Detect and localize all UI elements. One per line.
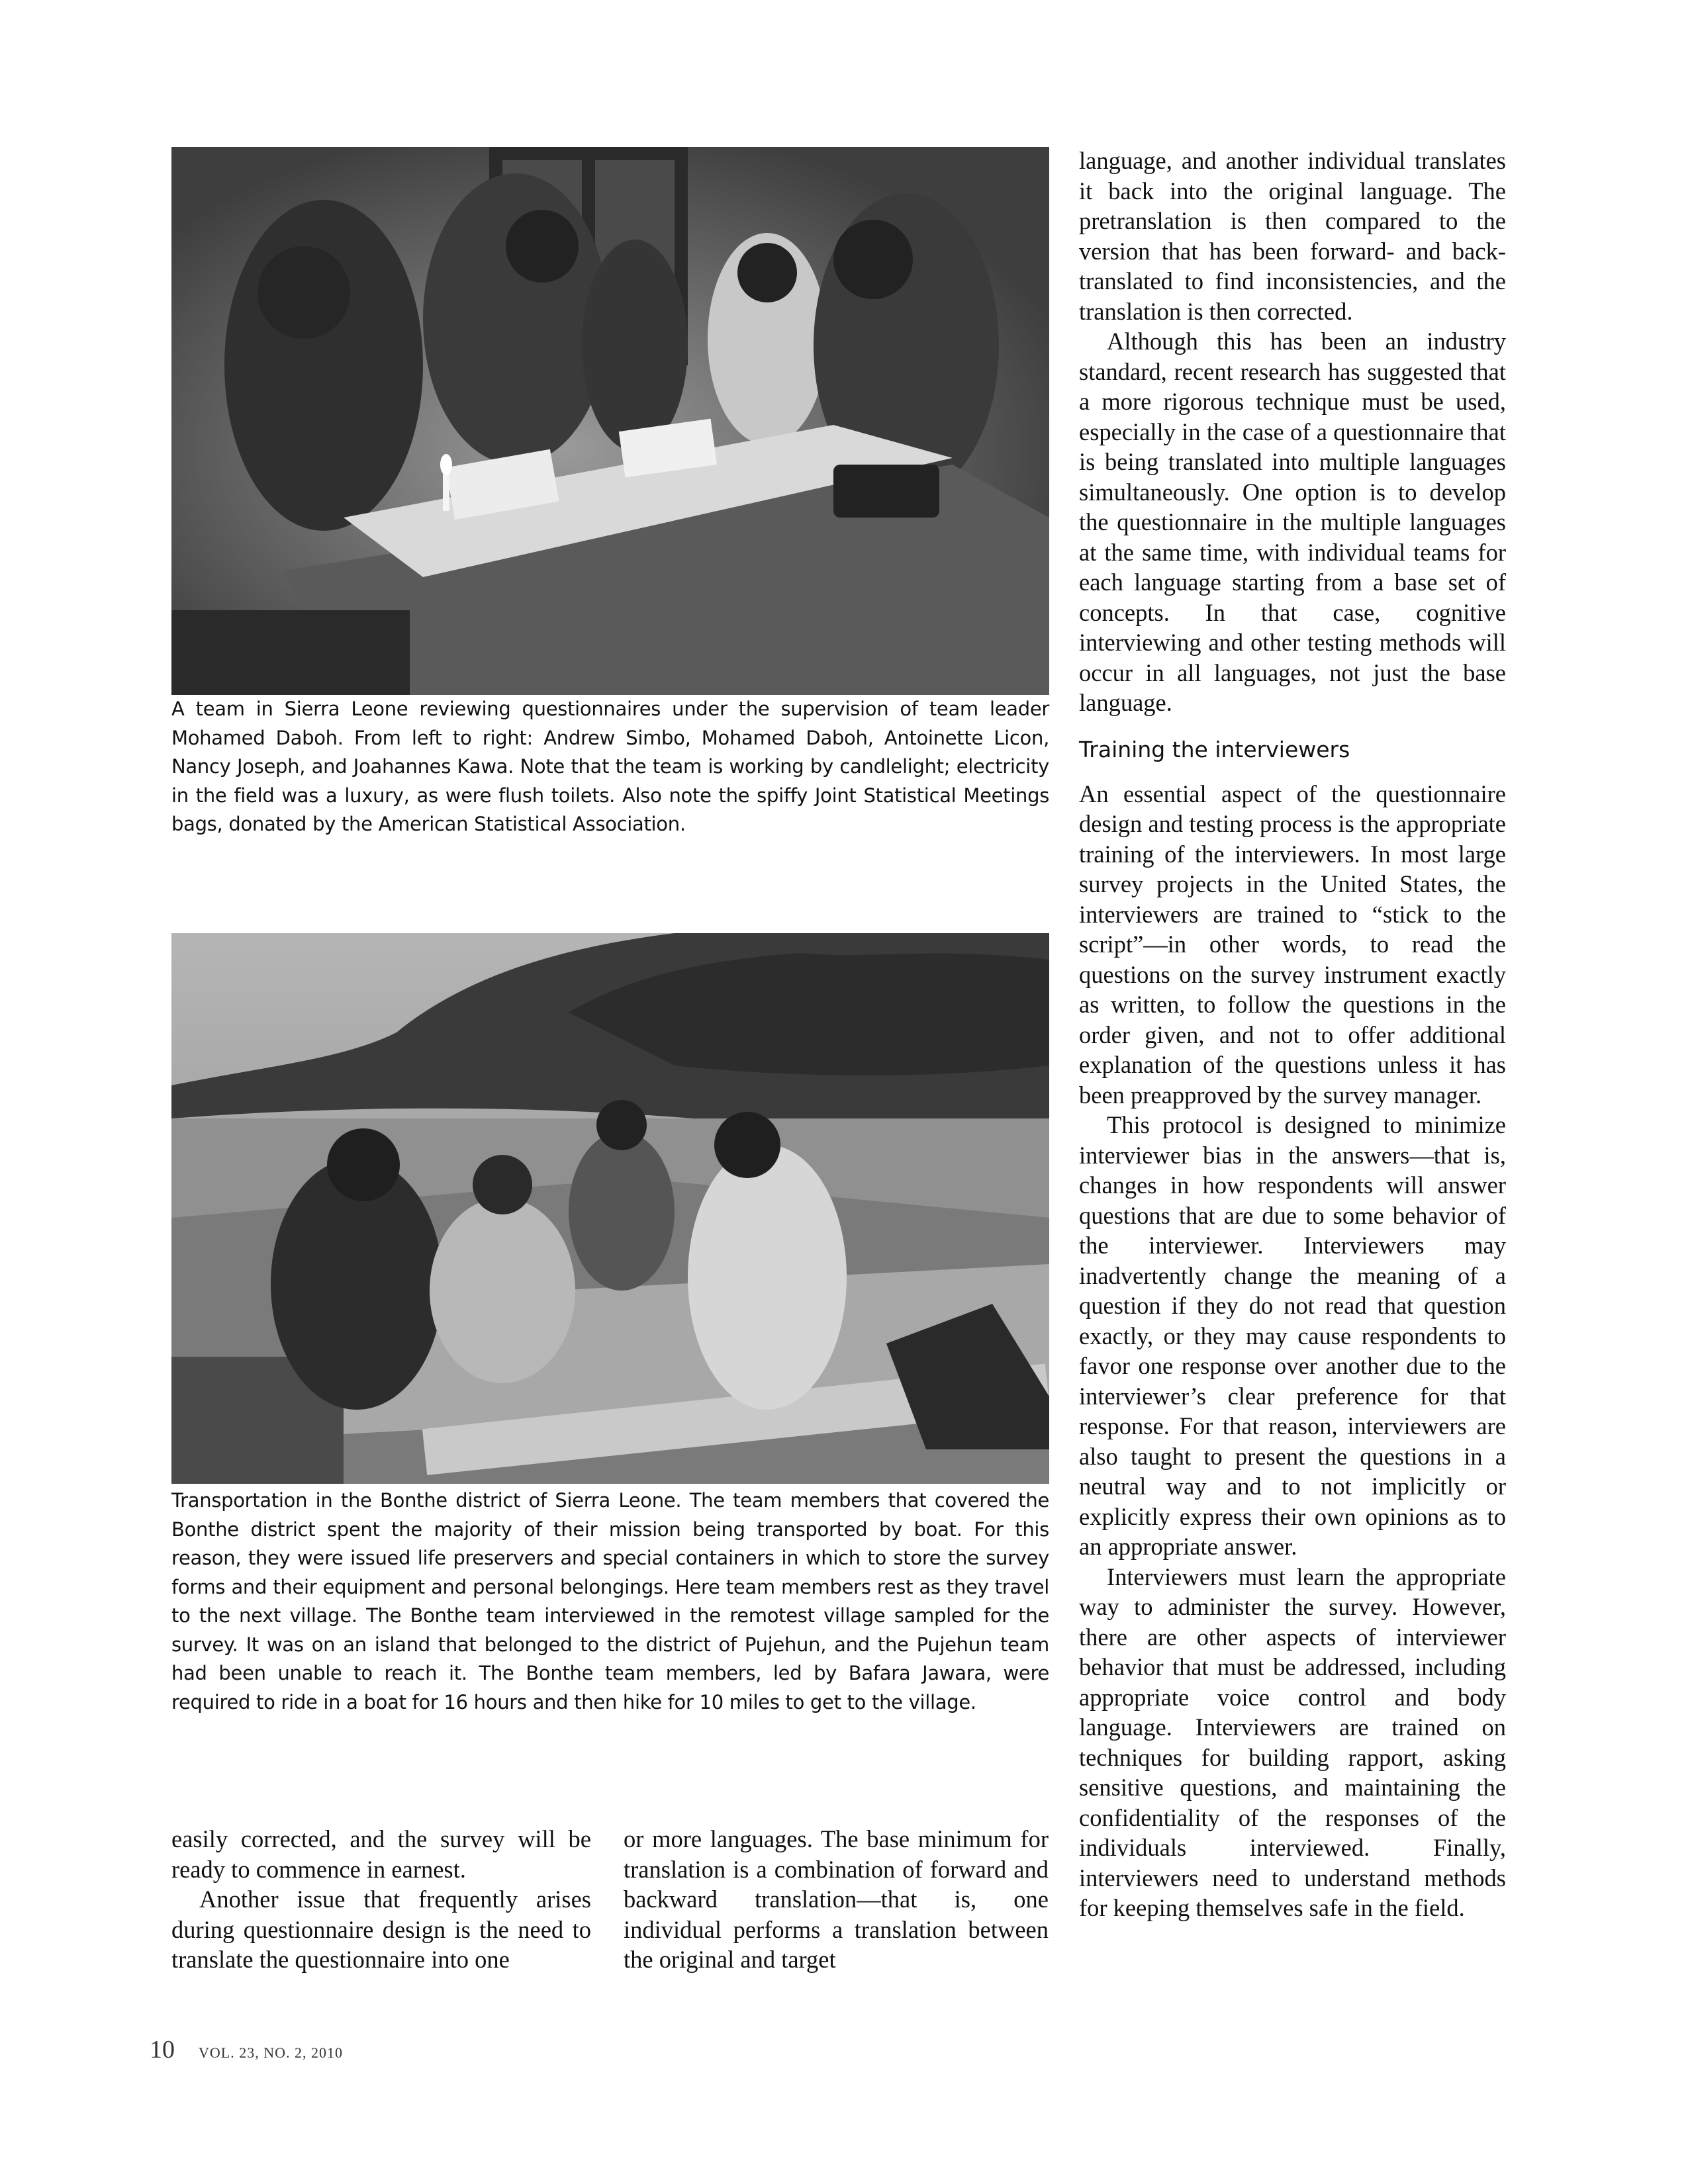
right-paragraph-4: This protocol is designed to minimize interviewer bias in the answers—that is, changes in how respondents will answer questions that are due to some behavior of the interviewer. Interviewers may inadvertently change the meaning of a question if they do not read that question exactly, or they may cause respondents to favor one response over another due to the interviewer’s clear preference for that response. For that reason, interviewers are also taught to present the questions in a neutral way and to not implicitly or explicitly express their own opinions as to an appropriate answer. [1079, 1111, 1506, 1560]
team-photo-caption: A team in Sierra Leone reviewing questionnaires under the supervision of team leader Mohamed Daboh. From left to right: Andrew Simbo, Mohamed Daboh, Antoinette Licon, Nancy Joseph, and Joahannes Kawa. Note that the team is working by candlelight; electricity in the field was a luxury, as were flush toilets. Also note the spiffy Joint Statistical Meetings bags, donated by the American Statistical Association. [171, 698, 1049, 835]
middle-paragraph-1: or more languages. The base minimum for translation is a combination of forward and backward translation—that is, one individual performs a translation between the original and target [624, 1825, 1049, 1973]
left-paragraph-1: easily corrected, and the survey will be ready to commence in earnest. [171, 1825, 591, 1883]
boat-photo-caption: Transportation in the Bonthe district of Sierra Leone. The team members that covered the Bonthe district spent the majority of their mission being transported by boat. For this reason, they were issued life preservers and special containers in which to store the survey forms and their equipment and personal belongings. Here team members rest as they travel to the next village. The Bonthe team interviewed in the remotest village sampled for the survey. It was on an island that belonged to the district of Pujehun, and the Pujehun team had been unable to reach it. The Bonthe team members, led by Bafara Jawara, were required to ride in a boat for 16 hours and then hike for 10 miles to get to the village. [171, 1489, 1049, 1713]
page-number: 10 [150, 2036, 175, 2064]
left-paragraph-2: Another issue that frequently arises during questionnaire design is the need to translate the questionnaire into one [171, 1886, 591, 1973]
right-column [1079, 146, 1506, 1923]
right-paragraph-1: language, and another individual translates it back into the original language. The pretranslation is then compared to the version that has been forward- and back-translated to find inconsistencies, and the translation is then corrected. [1079, 147, 1506, 325]
right-paragraph-2: Although this has been an industry standard, recent research has suggested that a more rigorous technique must be used, especially in the case of a questionnaire that is being translated into multiple languages simultaneously. One option is to develop the questionnaire in the multiple languages at the same time, with individual teams for each language starting from a base set of concepts. In that case, cognitive interviewing and other testing methods will occur in all languages, not just the base language. [1079, 328, 1506, 716]
boat-photo-image [171, 933, 1049, 1484]
section-heading: Training the interviewers [1079, 736, 1350, 762]
team-photo [171, 147, 1049, 695]
team-photo-image [171, 147, 1049, 695]
volume-info: VOL. 23, NO. 2, 2010 [199, 2044, 343, 2061]
page-footer [150, 2035, 343, 2064]
left-column [171, 1824, 591, 1975]
right-paragraph-3: An essential aspect of the questionnaire design and testing process is the appropriate training of the interviewers. In most large survey projects in the United States, the interviewers are trained to “stick to the script”—in other words, to read the questions on the survey instrument exactly as written, to follow the questions in the order given, and not to offer additional explanation of the questions unless it has been preapproved by the survey manager. [1079, 780, 1506, 1109]
right-paragraph-5: Interviewers must learn the appropriate way to administer the survey. However, there are other aspects of interviewer behavior that must be addressed, including appropriate voice control and body language. Interviewers are trained on techniques for building rapport, asking sensitive questions, and maintaining the confidentiality of the responses of the individuals interviewed. Finally, interviewers need to understand methods for keeping themselves safe in the field. [1079, 1563, 1506, 1921]
boat-photo [171, 933, 1049, 1484]
middle-column [624, 1824, 1049, 1975]
